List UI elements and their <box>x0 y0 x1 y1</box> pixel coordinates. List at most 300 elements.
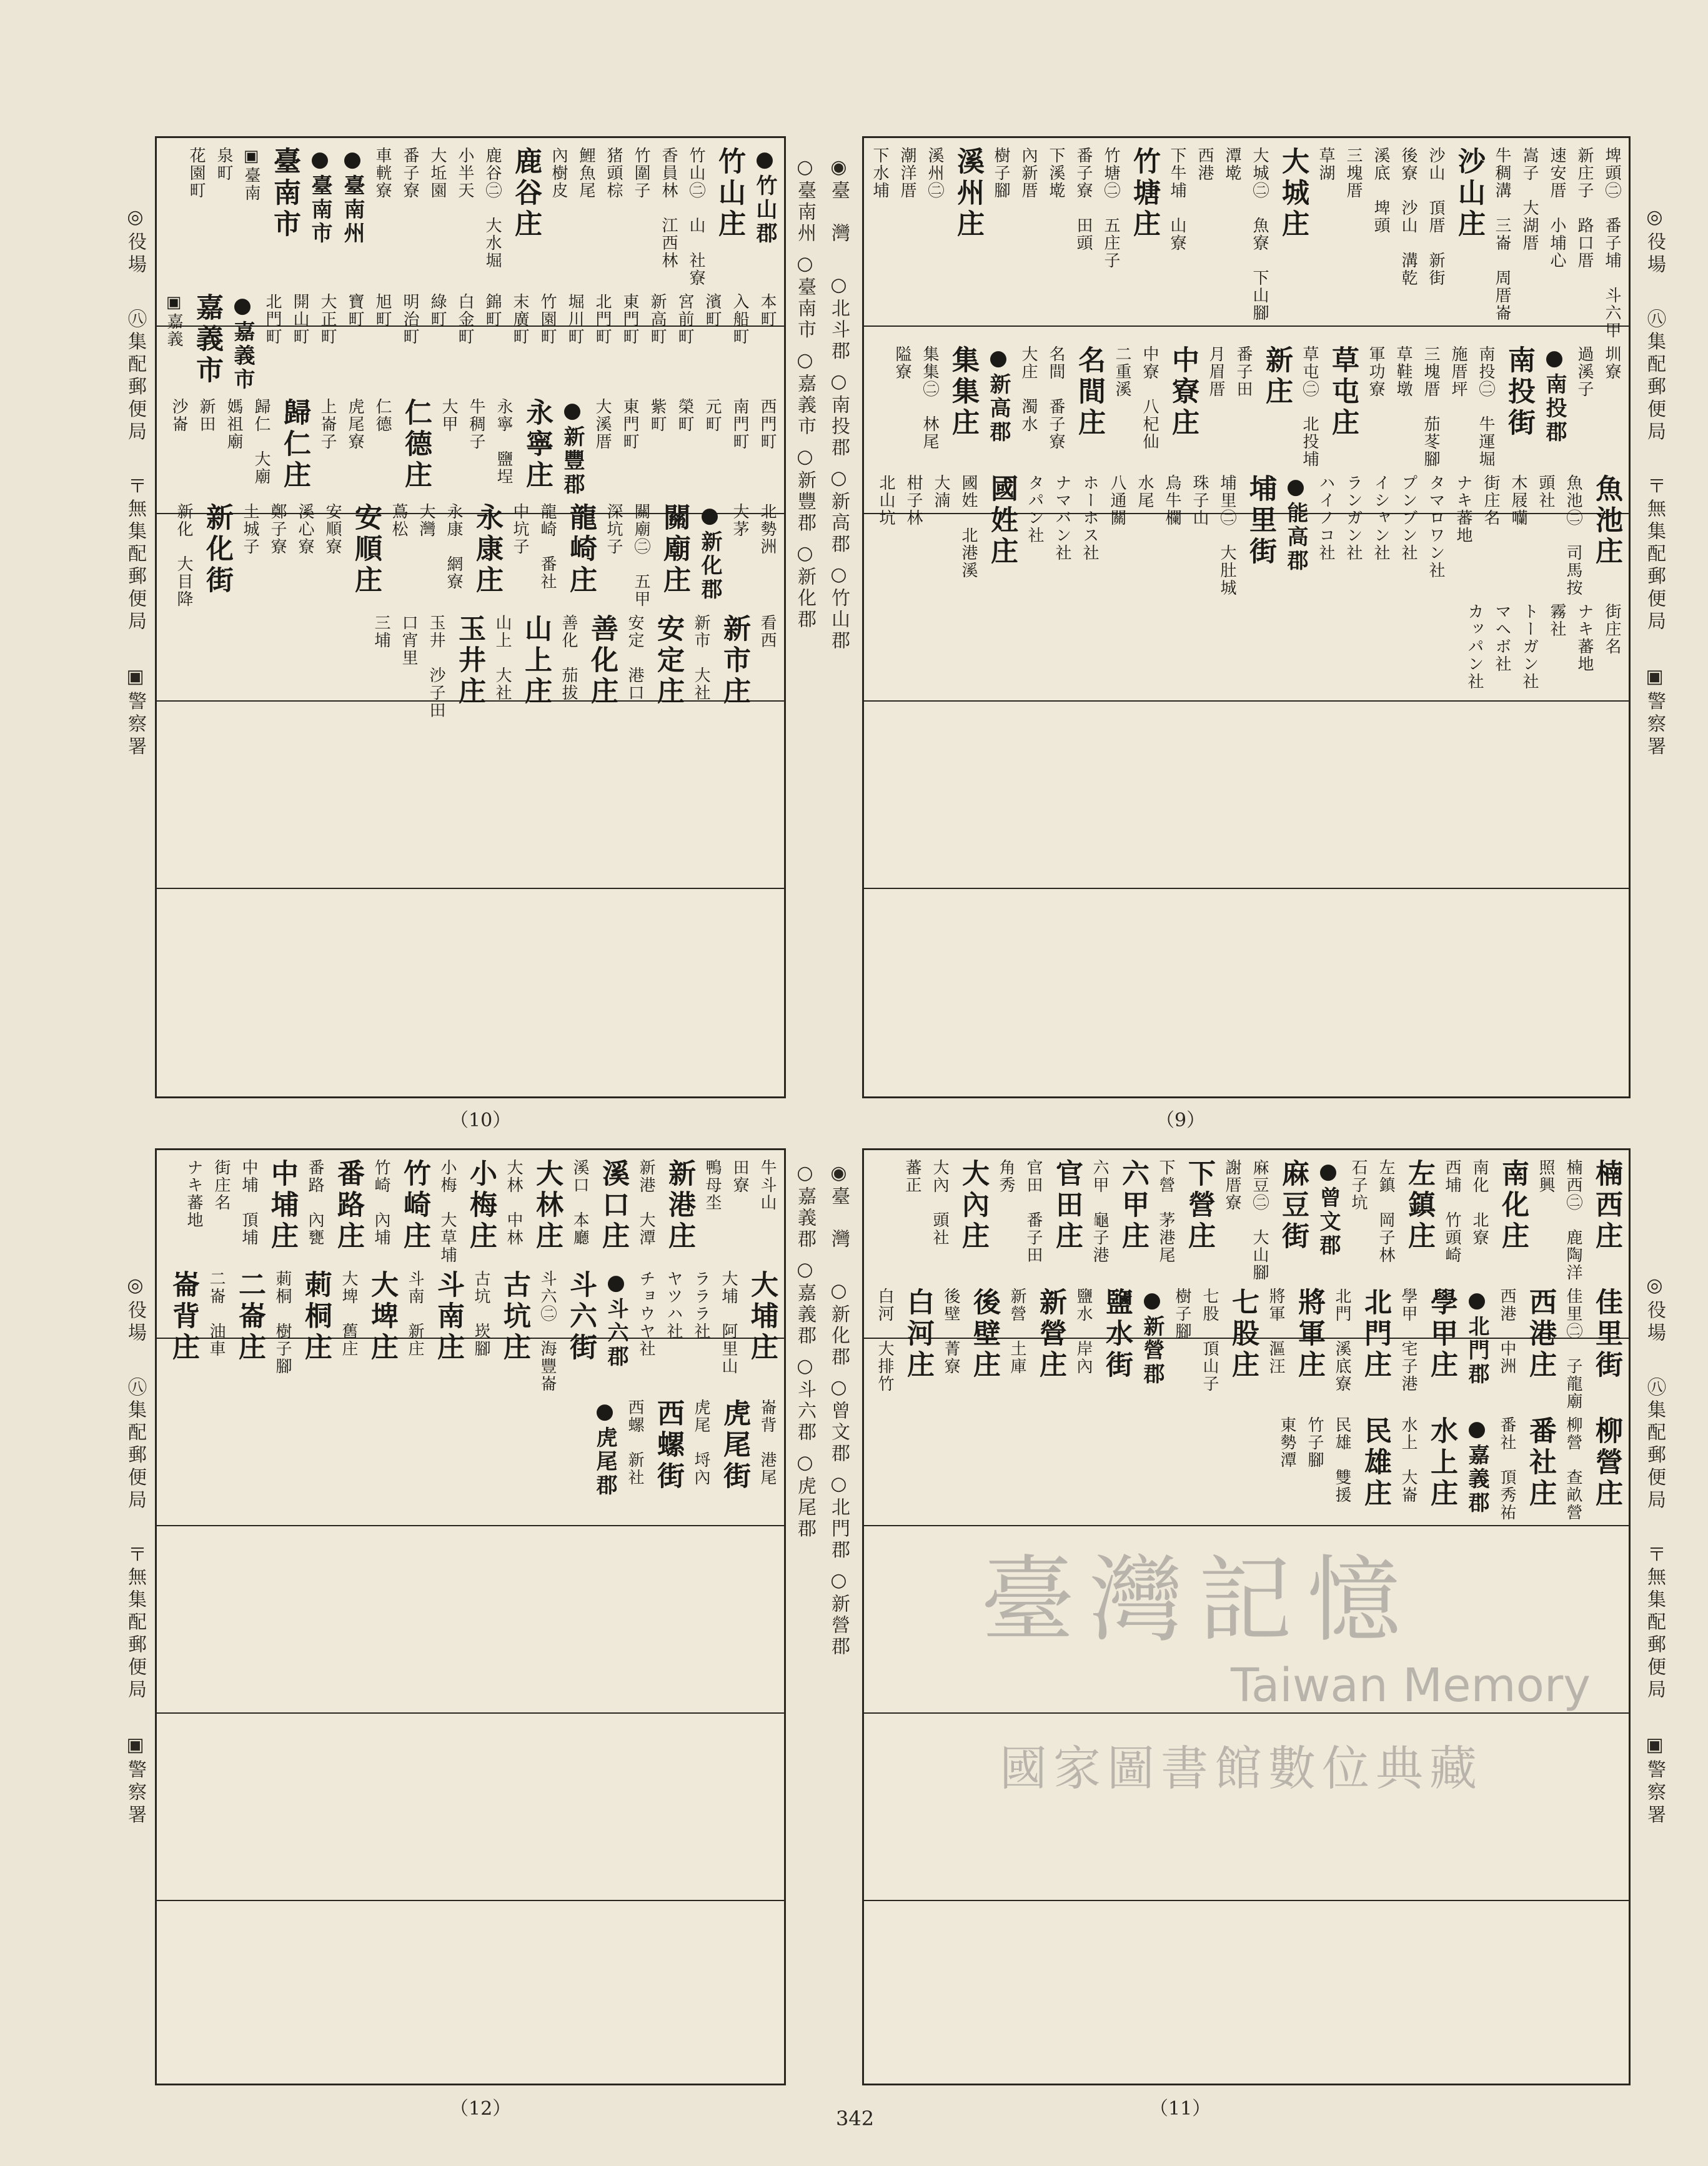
place-entry: 田寮 <box>730 1159 749 1194</box>
place-entry: 大正町 <box>318 293 337 345</box>
strip-bottom-2 <box>792 1162 817 2068</box>
strip-item: ○斗六郡 <box>794 1355 816 1444</box>
strip-item: ○臺南州 <box>794 156 816 244</box>
place-entry: 草湖 <box>1316 147 1335 182</box>
place-entry: 霧社 <box>1547 603 1566 638</box>
place-entry: ハイノコ社 <box>1316 474 1335 562</box>
place-entry: 大溪厝 <box>593 398 612 450</box>
legend-item: ▣警察署 <box>1644 665 1666 759</box>
place-entry: 臺南市 <box>269 147 300 241</box>
place-entry: 竹圍子 <box>632 147 650 199</box>
place-entry: 魚池庄 <box>1591 474 1622 568</box>
place-entry: 末廣町 <box>510 293 529 345</box>
place-entry: ●新化郡 <box>697 503 722 602</box>
place-entry: 隘寮 <box>893 345 911 380</box>
place-entry: 南投㊁ 牛運堀 <box>1476 345 1495 468</box>
place-entry: 草鞋墩 <box>1394 345 1413 398</box>
legend-right <box>1642 206 1667 1143</box>
place-entry: チョウヤ社 <box>637 1270 655 1358</box>
place-entry: 土城子 <box>241 503 259 555</box>
place-entry: 虎尾寮 <box>345 398 364 450</box>
place-entry: 將軍 漚汪 <box>1266 1288 1285 1375</box>
legend-left-bottom <box>122 1274 147 2087</box>
place-entry: 關廟庄 <box>658 503 690 597</box>
place-entry: 八通關 <box>1108 474 1126 527</box>
strip-top-2 <box>792 156 817 1093</box>
place-entry: 斗六街 <box>565 1270 597 1364</box>
place-entry: ●北門郡 <box>1464 1288 1489 1386</box>
place-entry: 施厝坪 <box>1449 345 1467 398</box>
place-entry: 大庄 濁水 <box>1019 345 1038 433</box>
place-entry: 新高町 <box>648 293 667 345</box>
place-entry: 鹿谷庄 <box>510 147 542 241</box>
place-entry: 安順庄 <box>350 503 382 597</box>
legend-item: ㊇集配郵便局 <box>124 309 146 444</box>
place-entry: 北山坑 <box>876 474 895 527</box>
strip-top <box>826 156 851 1093</box>
place-entry: 下溪墘 <box>1046 147 1065 199</box>
place-entry: 綠町 <box>428 293 447 328</box>
place-entry: 白金町 <box>455 293 474 345</box>
place-entry: 名間庄 <box>1073 345 1105 439</box>
strip-item: ○北斗郡 <box>828 274 850 362</box>
place-entry: 榮町 <box>675 398 694 433</box>
place-entry: 國姓 北港溪 <box>959 474 978 579</box>
place-entry: 小梅 大草埔 <box>438 1159 457 1264</box>
place-entry: 大甲 <box>439 398 458 433</box>
legend-right-bottom <box>1642 1274 1667 2087</box>
place-entry: 蔦松 <box>389 503 408 538</box>
place-entry: ナキ蕃地 <box>184 1159 203 1229</box>
place-entry: 深坑子 <box>604 503 623 555</box>
place-entry: 新港庄 <box>663 1159 695 1253</box>
place-entry: 中埔庄 <box>266 1159 298 1253</box>
place-entry: 民雄 雙援 <box>1333 1416 1351 1504</box>
place-entry: 竹塘庄 <box>1128 147 1160 241</box>
place-entry: 牛稠溝 三崙 周厝崙 <box>1492 147 1511 322</box>
place-entry: 沙山 頂厝 新街 <box>1426 147 1445 287</box>
place-entry: 潭墘 <box>1223 147 1241 182</box>
place-entry: 西埔 竹頭崎 <box>1442 1159 1461 1264</box>
column-group <box>159 147 778 1084</box>
place-entry: ●嘉義郡 <box>1464 1416 1489 1515</box>
place-entry: 埔里㊁ 大肚城 <box>1218 474 1236 597</box>
place-entry: 三塊厝 <box>1344 147 1363 199</box>
legend-item: ▣警察署 <box>1644 1734 1666 1827</box>
legend-item: ▣警察署 <box>124 1734 146 1827</box>
place-entry: 鯉魚尾 <box>577 147 595 199</box>
place-entry: 新化街 <box>201 503 233 597</box>
legend-left <box>122 206 147 1143</box>
place-entry: 中寮庄 <box>1167 345 1199 439</box>
place-entry: 大埤 舊庄 <box>339 1270 358 1358</box>
place-entry: 錦町 <box>483 293 502 328</box>
place-entry: 崙背 港尾 <box>758 1399 777 1486</box>
place-entry: 溪州庄 <box>952 147 984 241</box>
place-entry: 圳寮 <box>1602 345 1621 380</box>
place-entry: 番子寮 <box>400 147 419 199</box>
place-entry: 斗六㊁ 海豐崙 <box>538 1270 557 1393</box>
place-entry: 玉井庄 <box>454 614 485 708</box>
legend-item: 〒無集配郵便局 <box>124 1544 146 1702</box>
place-entry: 佳里街 <box>1591 1288 1622 1381</box>
place-entry: 楠西庄 <box>1591 1159 1622 1253</box>
place-entry: 番社庄 <box>1524 1416 1556 1510</box>
watermark-title: 臺灣記憶 <box>981 1546 1416 1655</box>
place-entry: ▣嘉義 <box>164 293 183 348</box>
legend-item: ▣警察署 <box>124 665 146 759</box>
place-entry: 街庄名 <box>1481 474 1500 527</box>
place-entry: 看西 <box>758 614 777 649</box>
strip-item: ○新豐郡 <box>794 445 816 534</box>
place-entry: 新庄子 路口厝 <box>1575 147 1594 269</box>
place-entry: 街庄名 <box>1602 603 1621 655</box>
place-entry: 龍崎庄 <box>565 503 597 597</box>
place-entry: 七股庄 <box>1227 1288 1259 1381</box>
place-entry: 口宵里 <box>399 614 418 667</box>
place-entry: 新港 大潭 <box>637 1159 655 1246</box>
place-entry: 謝厝寮 <box>1223 1159 1241 1211</box>
place-entry: 新田 <box>197 398 216 433</box>
place-entry: 魚池㊁ 司馬按 <box>1564 474 1582 597</box>
place-entry: 珠子山 <box>1190 474 1209 527</box>
place-entry: 關廟㊁ 五甲 <box>632 503 650 608</box>
place-entry: 溪州㊁ <box>925 147 944 199</box>
place-entry: 本町 <box>758 293 777 328</box>
legend-item: ㊇集配郵便局 <box>1644 309 1666 444</box>
place-entry: 永寧 鹽埕 <box>494 398 513 485</box>
place-entry: 番子寮 田頭 <box>1074 147 1093 252</box>
strip-title: ◉臺 灣 <box>828 156 850 244</box>
strip-title: ◉臺 灣 <box>828 1162 850 1250</box>
place-entry: 中埔 頂埔 <box>239 1159 258 1246</box>
place-entry: 大湳 <box>931 474 950 509</box>
place-entry: 大內庄 <box>957 1159 989 1253</box>
place-entry: 嘉義市 <box>191 293 223 387</box>
place-entry: 草屯庄 <box>1327 345 1359 439</box>
place-entry: 歸仁 大廟 <box>252 398 271 485</box>
place-entry: 三塊厝 茄苳腳 <box>1421 345 1440 468</box>
place-entry: 六甲庄 <box>1117 1159 1149 1253</box>
place-entry: ランガン社 <box>1344 474 1363 562</box>
place-entry: ●嘉義市 <box>230 293 255 392</box>
place-entry: 南化庄 <box>1497 1159 1529 1253</box>
place-entry: 國姓庄 <box>986 474 1018 568</box>
place-entry: 大茅 <box>730 503 749 538</box>
place-entry: ホーホス社 <box>1080 474 1099 562</box>
place-entry: 嵩子 大湖厝 <box>1520 147 1539 252</box>
place-entry: 柑子林 <box>904 474 923 527</box>
place-entry: 竹子腳 <box>1305 1416 1324 1469</box>
place-entry: 中寮 八杞仙 <box>1140 345 1159 450</box>
strip-item: ○北門郡 <box>828 1473 850 1561</box>
place-entry: 鴨母坔 <box>703 1159 722 1211</box>
page-label: （11） <box>1149 2098 1211 2120</box>
place-entry: 車輄寮 <box>373 147 392 199</box>
place-entry: 竹山㊁ 山 社寮 <box>687 147 705 287</box>
place-entry: 莿桐庄 <box>300 1270 332 1364</box>
place-entry: 大埤庄 <box>366 1270 398 1364</box>
legend-item: ◎役場 <box>124 1274 146 1345</box>
place-entry: ●虎尾郡 <box>592 1399 617 1498</box>
strip-item: ○嘉義市 <box>794 349 816 438</box>
place-entry: 名間 番子寮 <box>1046 345 1065 450</box>
place-entry: 旭町 <box>373 293 392 328</box>
place-entry: 番路庄 <box>332 1159 364 1253</box>
place-entry: 南門町 <box>730 398 749 450</box>
column-group <box>159 1159 778 2071</box>
strip-item: ○南投郡 <box>828 370 850 459</box>
place-entry: 學甲庄 <box>1426 1288 1457 1381</box>
place-entry: 斗南庄 <box>432 1270 464 1364</box>
page-label: （10） <box>450 1110 512 1131</box>
place-entry: 中坑子 <box>510 503 529 555</box>
place-entry: 二崙 油車 <box>207 1270 226 1358</box>
section-page-11 <box>862 1148 1631 2085</box>
place-entry: 鹽水街 <box>1101 1288 1133 1381</box>
place-entry: 番路 內甕 <box>305 1159 324 1246</box>
legend-item: 〒無集配郵便局 <box>1644 1544 1666 1702</box>
place-entry: 大林 中林 <box>504 1159 523 1246</box>
place-entry: 明治町 <box>400 293 419 345</box>
place-entry: 埔里街 <box>1244 474 1276 568</box>
place-entry: 月眉厝 <box>1206 345 1225 398</box>
place-entry: 草屯㊁ 北投埔 <box>1300 345 1319 468</box>
place-entry: 西門町 <box>758 398 777 450</box>
place-entry: 東門町 <box>620 398 639 450</box>
place-entry: 北門町 <box>263 293 282 345</box>
place-entry: 後寮 沙山 溝乾 <box>1399 147 1418 287</box>
place-entry: 濱町 <box>703 293 722 328</box>
place-entry: 石子坑 <box>1349 1159 1368 1211</box>
place-entry: 古坑庄 <box>499 1270 530 1364</box>
place-entry: 集集庄 <box>947 345 979 439</box>
place-entry: 下營 茅港尾 <box>1156 1159 1175 1264</box>
place-entry: 溪口 本廳 <box>570 1159 589 1246</box>
place-entry: 香員林 江西林 <box>659 147 678 269</box>
place-entry: 南化 北寮 <box>1470 1159 1489 1246</box>
place-entry: 新營 土庫 <box>1008 1288 1026 1375</box>
place-entry: 白河 大排竹 <box>875 1288 894 1393</box>
legend-item: ㊇集配郵便局 <box>124 1377 146 1513</box>
place-entry: 左鎮庄 <box>1403 1159 1435 1253</box>
place-entry: ヤツハ社 <box>664 1270 683 1340</box>
place-entry: 水上庄 <box>1426 1416 1457 1510</box>
place-entry: 堀川町 <box>565 293 584 345</box>
place-entry: 上崙子 <box>318 398 337 450</box>
place-entry: タマロワン社 <box>1426 474 1445 579</box>
place-entry: 泉町 <box>214 147 233 182</box>
place-entry: 媽祖廟 <box>224 398 243 450</box>
place-entry: 麻豆街 <box>1277 1159 1309 1253</box>
place-entry: 竹崎庄 <box>399 1159 430 1253</box>
place-entry: 內樹皮 <box>549 147 568 199</box>
place-entry: 仁德 <box>373 398 392 433</box>
place-entry: 鄭子寮 <box>268 503 287 555</box>
place-entry: 楠西㊁ 鹿陶洋 <box>1564 1159 1582 1281</box>
place-entry: 新營庄 <box>1035 1288 1066 1381</box>
place-entry: 官田 番子田 <box>1024 1159 1043 1264</box>
place-entry: ●南投郡 <box>1542 345 1567 444</box>
place-entry: 二重溪 <box>1113 345 1131 398</box>
place-entry: ●新高郡 <box>986 345 1011 444</box>
place-entry: 北門町 <box>593 293 612 345</box>
place-entry: 新市庄 <box>718 614 750 708</box>
place-entry: 入船町 <box>730 293 749 345</box>
place-entry: 柳營 查畝營 <box>1564 1416 1582 1521</box>
page-label: （9） <box>1156 1110 1206 1131</box>
place-entry: 樹子腳 <box>1173 1288 1191 1340</box>
place-entry: 西螺街 <box>652 1399 684 1493</box>
place-entry: 西港 <box>1195 147 1214 182</box>
place-entry: 龍崎 番社 <box>538 503 557 590</box>
place-entry: 樹子腳 <box>991 147 1010 199</box>
place-entry: 大埔 阿里山 <box>719 1270 738 1375</box>
place-entry: ●能高郡 <box>1283 474 1308 573</box>
place-entry: 善化庄 <box>586 614 618 708</box>
place-entry: ●曾文郡 <box>1316 1159 1341 1258</box>
place-entry: ナマバン社 <box>1053 474 1071 562</box>
place-entry: ナキ蕃地 <box>1575 603 1594 673</box>
place-entry: トーガン社 <box>1520 603 1539 690</box>
place-entry: 潮洋厝 <box>898 147 916 199</box>
place-entry: ●新營郡 <box>1139 1288 1164 1386</box>
place-entry: 將軍庄 <box>1293 1288 1325 1381</box>
place-entry: 街庄名 <box>212 1159 231 1211</box>
place-entry: 安定 港口 <box>625 614 644 702</box>
place-entry: 下牛埔 山寮 <box>1168 147 1186 252</box>
place-entry: 宮前町 <box>675 293 694 345</box>
place-entry: 永寧庄 <box>521 398 553 492</box>
place-entry: 後壁庄 <box>968 1288 1000 1381</box>
place-entry: 內新厝 <box>1019 147 1038 199</box>
place-entry: 寶町 <box>345 293 364 328</box>
place-entry: 北門庄 <box>1359 1288 1391 1381</box>
place-entry: 沙山庄 <box>1453 147 1485 241</box>
strip-item: ○虎尾郡 <box>794 1451 816 1540</box>
place-entry: ●臺南州 <box>340 147 365 246</box>
strip-item: ○新營郡 <box>828 1569 850 1658</box>
legend-item: ◎役場 <box>124 206 146 277</box>
place-entry: 七股 頂山子 <box>1200 1288 1219 1393</box>
place-entry: 虎尾 埒內 <box>692 1399 710 1486</box>
place-entry: 溪心寮 <box>295 503 314 555</box>
place-entry: 山上庄 <box>520 614 552 708</box>
place-entry: 安順寮 <box>323 503 342 555</box>
place-entry: 猪頭棕 <box>604 147 623 199</box>
place-entry: 新庄 <box>1261 345 1293 408</box>
place-entry: 二崙庄 <box>234 1270 266 1364</box>
place-entry: 竹園町 <box>538 293 557 345</box>
place-entry: 下營庄 <box>1183 1159 1215 1253</box>
place-entry: 安定庄 <box>652 614 684 708</box>
place-entry: 大內 頭社 <box>930 1159 949 1246</box>
place-entry: 烏牛欄 <box>1163 474 1181 527</box>
place-entry: 善化 茄拔 <box>559 614 578 702</box>
place-entry: 竹崎 內埔 <box>372 1159 390 1246</box>
place-entry: 角秀 <box>996 1159 1015 1194</box>
place-entry: ●臺南市 <box>307 147 332 246</box>
place-entry: 柳營庄 <box>1591 1416 1622 1510</box>
place-entry: 大林庄 <box>531 1159 563 1253</box>
place-entry: 元町 <box>703 398 722 433</box>
place-entry: プンブン社 <box>1399 474 1418 562</box>
place-entry: 過溪子 <box>1575 345 1594 398</box>
place-entry: 麻豆㊁ 大山腳 <box>1250 1159 1269 1281</box>
place-entry: 後壁 菁寮 <box>941 1288 960 1375</box>
place-entry: 小梅庄 <box>465 1159 497 1253</box>
place-entry: 歸仁庄 <box>279 398 310 492</box>
place-entry: 六甲 龜子港 <box>1090 1159 1109 1264</box>
place-entry: 竹山庄 <box>713 147 745 241</box>
legend-item: ◎役場 <box>1644 1274 1666 1345</box>
page-label: （12） <box>450 2098 512 2120</box>
place-entry: ●斗六郡 <box>603 1270 628 1369</box>
section-page-12 <box>155 1148 786 2085</box>
place-entry: 北門 溪底寮 <box>1333 1288 1351 1393</box>
place-entry: 大城㊁ 魚寮 下山腳 <box>1250 147 1269 322</box>
place-entry: 西港 中洲 <box>1497 1288 1516 1375</box>
place-entry: 西螺 新社 <box>625 1399 644 1486</box>
strip-item: ○嘉義郡 <box>794 1162 816 1250</box>
place-entry: 軍功寮 <box>1366 345 1385 398</box>
strip-item: ○新化郡 <box>794 542 816 631</box>
place-entry: 溪口庄 <box>597 1159 629 1253</box>
strip-item: ○臺南市 <box>794 252 816 341</box>
place-entry: 鹿谷㊁ 大水堀 <box>483 147 502 269</box>
place-entry: 溪底 埤頭 <box>1371 147 1390 234</box>
place-entry: 竹塘㊁ 五庄子 <box>1101 147 1120 269</box>
place-entry: 永康 網寮 <box>444 503 463 590</box>
place-entry: 番社 頂秀祐 <box>1497 1416 1516 1521</box>
watermark-subtitle-cjk: 國家圖書館數位典藏 <box>1000 1741 1483 1796</box>
place-entry: 莿桐 樹子腳 <box>273 1270 292 1375</box>
column-group <box>866 1159 1622 2071</box>
section-page-10 <box>155 136 786 1098</box>
place-entry: 番子田 <box>1234 345 1253 398</box>
place-entry: 新市 大社 <box>692 614 710 702</box>
legend-item: ◎役場 <box>1644 206 1666 277</box>
strip-item: ○曾文郡 <box>828 1376 850 1465</box>
place-entry: 開山町 <box>290 293 309 345</box>
place-entry: カッパン社 <box>1465 603 1484 690</box>
place-entry: 崙背庄 <box>167 1270 199 1364</box>
place-entry: 左鎮 岡子林 <box>1376 1159 1395 1264</box>
page-number: 342 <box>836 2107 875 2130</box>
place-entry: 虎尾街 <box>718 1399 750 1493</box>
place-entry: 小半天 <box>455 147 474 199</box>
place-entry: 東勢潭 <box>1278 1416 1296 1469</box>
place-entry: 牛斗山 <box>758 1159 777 1211</box>
place-entry: ▣臺南 <box>242 147 261 202</box>
place-entry: 南投街 <box>1503 345 1535 439</box>
watermark-subtitle-en: Taiwan Memory <box>1231 1659 1591 1712</box>
place-entry: 仁德庄 <box>400 398 432 492</box>
section-page-9 <box>862 136 1631 1098</box>
place-entry: 蕃正 <box>903 1159 921 1194</box>
place-entry: マヘボ社 <box>1492 603 1511 673</box>
place-entry: ●新豐郡 <box>560 398 585 497</box>
place-entry: 西港庄 <box>1524 1288 1556 1381</box>
place-entry: 大灣 <box>417 503 435 538</box>
place-entry: 三埔 <box>372 614 390 649</box>
place-entry: 牛稠子 <box>467 398 485 450</box>
place-entry: 玉井 沙子田 <box>427 614 445 719</box>
place-entry: 官田庄 <box>1051 1159 1083 1253</box>
strip-item: ○竹山郡 <box>828 564 850 652</box>
place-entry: 斗南 新庄 <box>405 1270 424 1358</box>
place-entry: 下水埔 <box>870 147 889 199</box>
